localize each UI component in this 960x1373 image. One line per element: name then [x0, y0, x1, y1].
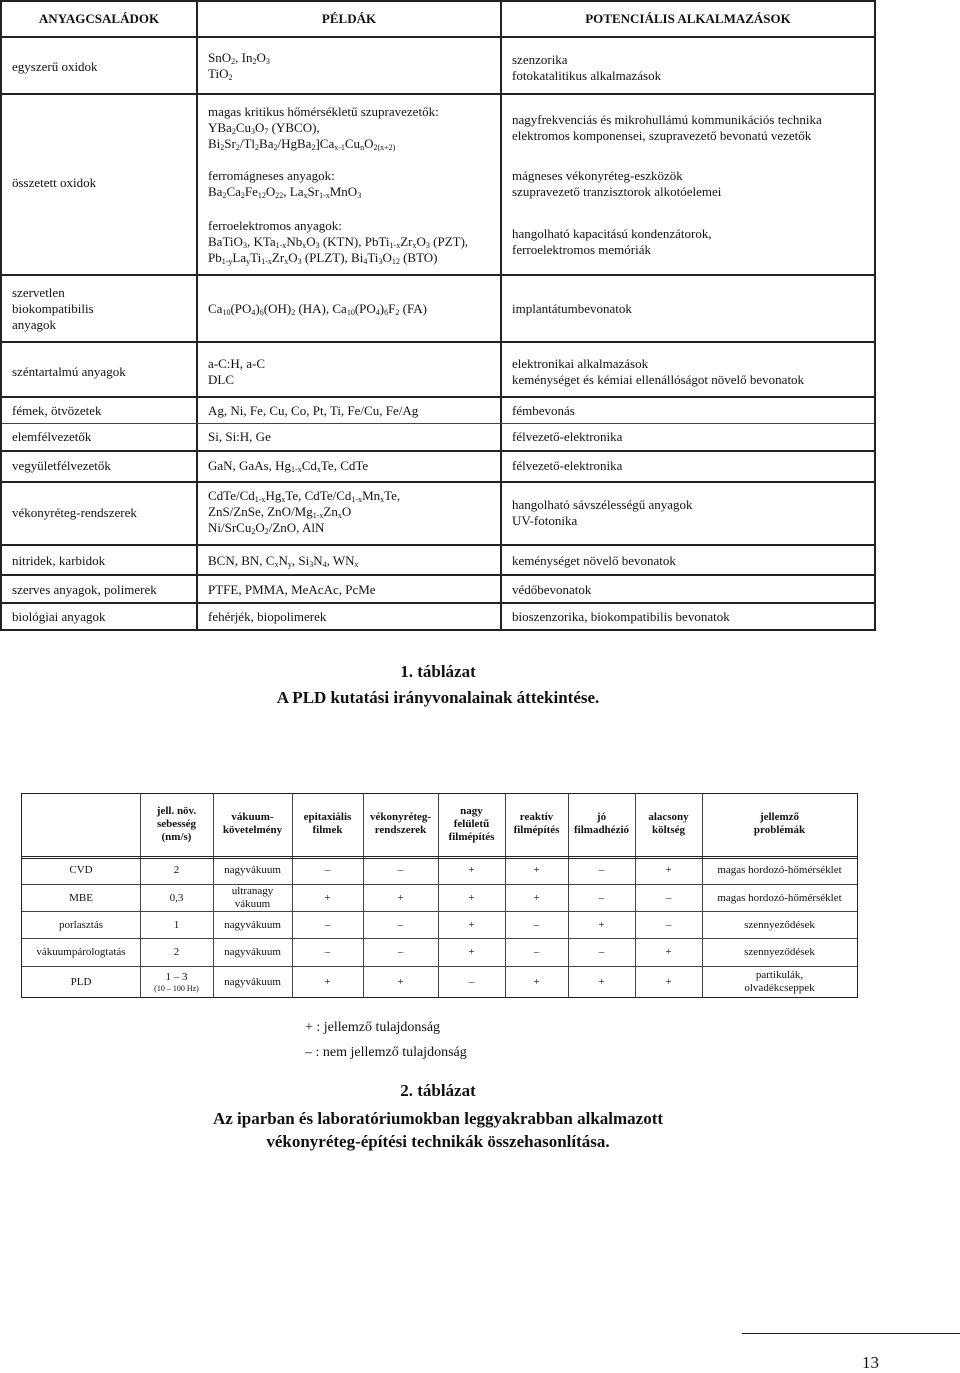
column-divider: [196, 2, 198, 629]
cell-multi: –: [397, 946, 404, 958]
header-examples: PÉLDÁK: [321, 11, 377, 26]
table-2-caption-number: 2. táblázat: [400, 1081, 476, 1100]
cell-cost: +: [665, 975, 672, 988]
application-line: fotokatalitikus alkalmazások: [512, 68, 662, 83]
applications-cell: bioszenzorika, biokompatibilis bevonatok: [512, 609, 730, 624]
example-line: GaN, GaAs, $Hg_{1-x}Cd_xTe$, CdTe: [208, 458, 369, 474]
cell-vacuum: nagyvákuum: [224, 946, 281, 958]
legend-minus: – : nem jellemző tulajdonság: [305, 1045, 467, 1060]
row-divider: [2, 450, 874, 452]
applications-cell: félvezető-elektronika: [512, 429, 623, 444]
cell-rate: 0,3: [169, 891, 184, 904]
family-line: szervetlen: [12, 285, 65, 300]
cell-epi: –: [324, 918, 331, 931]
cell-adhesion: +: [598, 918, 605, 931]
cell-multi: –: [397, 864, 404, 876]
cell-reactive: –: [533, 946, 540, 958]
row-divider: [2, 423, 874, 424]
family-cell: szerves anyagok, polimerek: [12, 582, 157, 597]
applications-cell: félvezető-elektronika: [512, 458, 623, 473]
table-2: [21, 793, 858, 998]
application-line: UV-fotonika: [512, 513, 578, 528]
cell-reactive: +: [533, 891, 540, 904]
cell-epi: –: [324, 946, 331, 958]
header-cost: alacsony költség: [648, 811, 689, 836]
example-line: BaTiO$_3$, $KTa_{1-x}Nb_xO_3$ (KTN), $PbTi_{1-x}Zr_xO_3$ (PZT),: [208, 234, 469, 250]
cell-reactive: +: [533, 864, 540, 876]
footer-rule: [742, 1333, 960, 1334]
cell-adhesion: –: [598, 864, 605, 876]
cell-vacuum: nagyvákuum: [224, 975, 281, 988]
example-line: a-C:H, a-C: [208, 356, 266, 371]
cell-cost: –: [665, 918, 672, 931]
application-line: ferroelektromos memóriák: [512, 242, 651, 257]
cell-problems: szennyeződések: [744, 918, 815, 931]
cell-large: +: [468, 891, 475, 904]
cell-vacuum: nagyvákuum: [224, 918, 281, 931]
cell-problems: magas hordozó-hőmérséklet: [717, 891, 842, 904]
row-divider: [2, 396, 874, 398]
example-line: CdTe/$Cd_{1-x}Hg_xTe$, CdTe/$Cd_{1-x}Mn_xTe$,: [208, 488, 401, 504]
header-epitaxial: epitaxiális filmek: [303, 811, 352, 836]
examples-cell: fehérjék, biopolimerek: [208, 609, 327, 624]
cell-adhesion: –: [598, 946, 605, 958]
family-cell: [12, 285, 192, 333]
cell-epi: –: [324, 864, 331, 876]
example-line: DLC: [208, 372, 234, 387]
family-cell: összetett oxidok: [12, 175, 97, 190]
cell-rate: 1: [173, 918, 180, 931]
example-line: ferromágneses anyagok:: [208, 168, 335, 183]
cell-rate: 1 – 3 (10 – 100 Hz): [154, 970, 199, 993]
table-1-caption-number: 1. táblázat: [400, 662, 476, 681]
examples-cell: PTFE, PMMA, MeAcAc, PcMe: [208, 582, 376, 597]
family-cell: fémek, ötvözetek: [12, 403, 102, 418]
examples-cell: [208, 553, 498, 569]
family-line: anyagok: [12, 317, 57, 332]
cell-multi: +: [397, 975, 404, 988]
example-line: SnO$_2$, $In_2O_3$: [208, 50, 270, 66]
family-cell: vegyületfélvezetők: [12, 458, 111, 473]
example-line: BCN, BN, $C_xN_y$, $Si_3N_4$, $WN_x$: [208, 553, 359, 569]
cell-method: CVD: [69, 864, 93, 876]
examples-cell: [208, 301, 498, 317]
applications-cell: [512, 52, 872, 84]
cell-vacuum: nagyvákuum: [224, 864, 281, 876]
examples-cell: [208, 458, 498, 474]
example-line: $Ca_{10}(PO_4)_6(OH)_2$ (HA), $Ca_{10}(PO_4)_6F_2$ (FA): [208, 301, 427, 317]
examples-cell: [208, 356, 498, 388]
examples-cell: [208, 50, 498, 82]
example-line: $Bi_2Sr_2/Tl_2Ba_2/HgBa_2]Ca_{x-1}Cu_nO_{2(x+2)}$: [208, 136, 396, 152]
cell-method: porlasztás: [59, 918, 103, 931]
legend-plus: + : jellemző tulajdonság: [305, 1020, 441, 1035]
applications-cell: fémbevonás: [512, 403, 575, 418]
column-divider: [500, 2, 502, 629]
header-adhesion: jó filmadhézió: [574, 811, 629, 836]
examples-cell: [208, 104, 498, 152]
applications-cell: keménységet növelő bevonatok: [512, 553, 676, 568]
example-line: ferroelektromos anyagok:: [208, 218, 342, 233]
example-line: $YBa_2Cu_3O_7$ (YBCO),: [208, 120, 320, 136]
header-applications: POTENCIÁLIS ALKALMAZÁSOK: [585, 11, 791, 26]
header-rate: jell. növ. sebesség (nm/s): [156, 804, 197, 843]
cell-reactive: –: [533, 918, 540, 931]
application-line: mágneses vékonyréteg-eszközök: [512, 168, 683, 183]
table-2-caption-title-line-2: vékonyréteg-építési technikák összehasonlítása.: [266, 1132, 610, 1151]
example-line: magas kritikus hőmérsékletű szupravezetők:: [208, 104, 439, 119]
example-line: ZnS/ZnSe, ZnO/$Mg_{1-x}Zn_xO$: [208, 504, 352, 520]
row-divider: [2, 602, 874, 604]
header-families: ANYAGCSALÁDOK: [38, 11, 160, 26]
applications-cell: [512, 112, 872, 144]
cell-multi: –: [397, 918, 404, 931]
example-line: TiO$_2$: [208, 66, 233, 82]
family-line: biokompatibilis: [12, 301, 94, 316]
application-line: keménységet és kémiai ellenállóságot növelő bevonatok: [512, 372, 805, 387]
cell-large: –: [468, 975, 475, 988]
application-line: elektronikai alkalmazások: [512, 356, 649, 371]
cell-rate: 2: [173, 946, 180, 958]
cell-adhesion: +: [598, 975, 605, 988]
application-line: elektromos komponensei, szupravezető bevonatú vezetők: [512, 128, 812, 143]
cell-rate: 2: [173, 864, 180, 876]
header-reactive: reaktív filmépítés: [513, 811, 560, 836]
cell-cost: –: [665, 891, 672, 904]
cell-large: +: [468, 946, 475, 958]
applications-cell: implantátumbevonatok: [512, 301, 632, 316]
applications-cell: [512, 226, 872, 258]
row-divider: [2, 481, 874, 483]
cell-problems: magas hordozó-hőmérséklet: [717, 864, 842, 876]
table-1-caption-title: A PLD kutatási irányvonalainak áttekintése.: [276, 688, 600, 707]
example-line: $Pb_{1-y}La_yTi_{1-x}Zr_xO_3$ (PLZT), $Bi_4Ti_3O_{12}$ (BTO): [208, 250, 438, 266]
cell-cost: +: [665, 946, 672, 958]
cell-adhesion: –: [598, 891, 605, 904]
row-divider: [2, 274, 874, 276]
page-number: 13: [862, 1353, 879, 1372]
cell-epi: +: [324, 891, 331, 904]
family-cell: elemfélvezetők: [12, 429, 92, 444]
examples-cell: [208, 218, 498, 266]
header-large-area: nagy felületű filmépítés: [448, 804, 495, 843]
examples-cell: Si, Si:H, Ge: [208, 429, 271, 444]
family-cell: biológiai anyagok: [12, 609, 106, 624]
cell-problems: partikulák, olvadékcseppek: [744, 969, 815, 994]
cell-method: MBE: [69, 891, 93, 904]
cell-large: +: [468, 864, 475, 876]
header-multilayer: vékonyréteg- rendszerek: [369, 811, 432, 836]
table-1-header: [2, 2, 874, 38]
header-vacuum: vákuum- követelmény: [222, 811, 283, 836]
family-cell: nitridek, karbidok: [12, 553, 106, 568]
cell-vacuum: ultranagy vákuum: [231, 885, 274, 910]
header-problems: jellemző problémák: [753, 811, 806, 836]
table-2-caption-title-line-1: Az iparban és laboratóriumokban leggyakrabban alkalmazott: [212, 1109, 664, 1128]
cell-multi: +: [397, 891, 404, 904]
cell-reactive: +: [533, 975, 540, 988]
applications-cell: [512, 356, 872, 388]
applications-cell: védőbevonatok: [512, 582, 592, 597]
applications-cell: [512, 497, 872, 529]
examples-cell: [208, 168, 498, 200]
example-line: $Ba_2Ca_2Fe_{12}O_{22}$, $La_xSr_{1-x}MnO_3$: [208, 184, 362, 200]
family-cell: vékonyréteg-rendszerek: [12, 505, 137, 520]
table-1: [0, 0, 876, 631]
cell-problems: szennyeződések: [744, 946, 815, 958]
examples-cell: [208, 488, 498, 536]
row-divider: [2, 341, 874, 343]
application-line: nagyfrekvenciás és mikrohullámú kommunikációs technika: [512, 112, 822, 127]
application-line: szupravezető tranzisztorok alkotóelemei: [512, 184, 722, 199]
row-divider: [2, 93, 874, 95]
cell-large: +: [468, 918, 475, 931]
cell-epi: +: [324, 975, 331, 988]
examples-cell: Ag, Ni, Fe, Cu, Co, Pt, Ti, Fe/Cu, Fe/Ag: [208, 403, 419, 418]
row-divider: [2, 574, 874, 576]
cell-cost: +: [665, 864, 672, 876]
family-cell: széntartalmú anyagok: [12, 364, 126, 379]
application-line: hangolható sávszélességű anyagok: [512, 497, 693, 512]
example-line: $Ni/SrCu_2O_2$/ZnO, AlN: [208, 520, 325, 536]
application-line: hangolható kapacitású kondenzátorok,: [512, 226, 712, 241]
family-cell: egyszerű oxidok: [12, 59, 98, 74]
cell-method: PLD: [70, 975, 92, 988]
application-line: szenzorika: [512, 52, 568, 67]
applications-cell: [512, 168, 872, 200]
row-divider: [2, 544, 874, 546]
cell-method: vákuumpárologtatás: [36, 946, 126, 958]
